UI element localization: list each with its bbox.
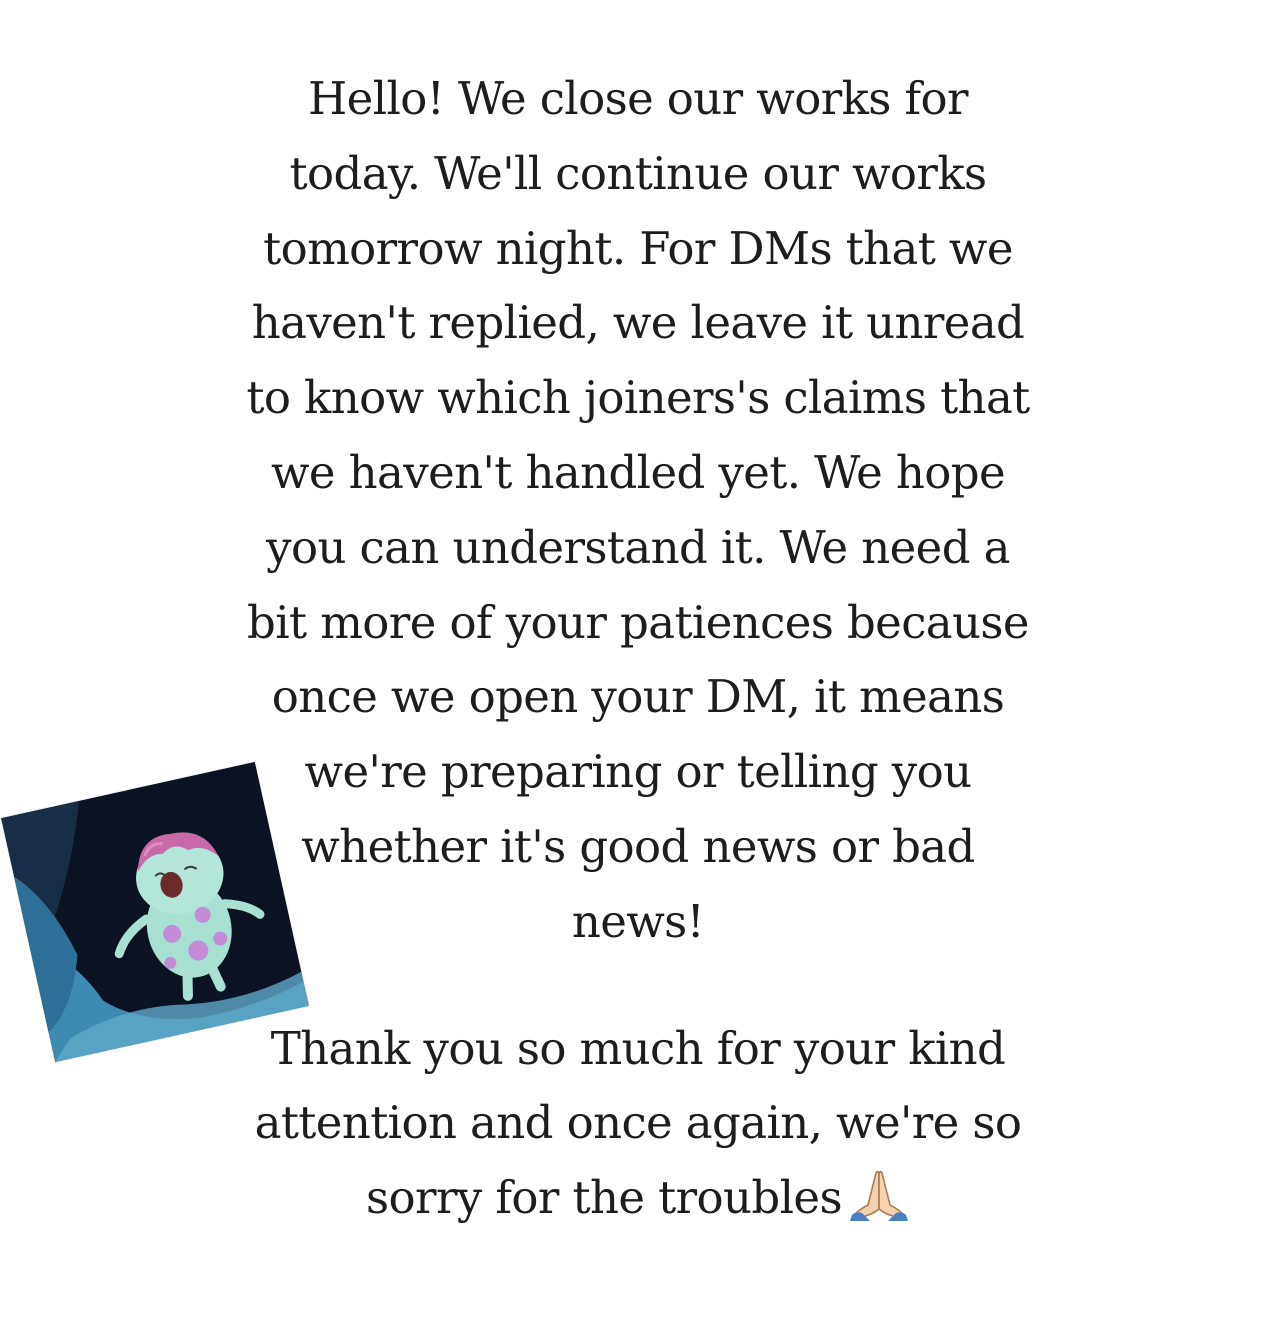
folded-hands-icon <box>848 1165 910 1221</box>
message-line: tomorrow night. For DMs that we <box>263 221 1013 275</box>
message-line: today. We'll continue our works <box>289 146 987 200</box>
message-line: we haven't handled yet. We hope <box>271 445 1005 499</box>
message-line: we're preparing or telling you <box>304 745 972 799</box>
message-line: Hello! We close our works for <box>308 72 968 125</box>
message-line: you can understand it. We need a <box>266 520 1010 574</box>
message-line: Thank you so much for your kind <box>270 1021 1006 1075</box>
message-text <box>180 62 1096 1236</box>
message-line: whether it's good news or bad <box>301 819 975 873</box>
message-paragraph-2 <box>180 1012 1096 1236</box>
message-line: once we open your DM, it means <box>271 670 1005 724</box>
message-line: attention and once again, we're so <box>254 1096 1022 1150</box>
message-line: news! <box>571 894 705 948</box>
message-line: to know which joiners's claims that <box>246 371 1030 425</box>
message-line: haven't replied, we leave it unread <box>251 296 1025 350</box>
message-line: sorry for the troubles <box>366 1171 842 1225</box>
message-line: bit more of your patiences because <box>247 595 1029 649</box>
message-paragraph-1 <box>180 62 1096 960</box>
message-line-with-emoji <box>180 1161 1096 1236</box>
